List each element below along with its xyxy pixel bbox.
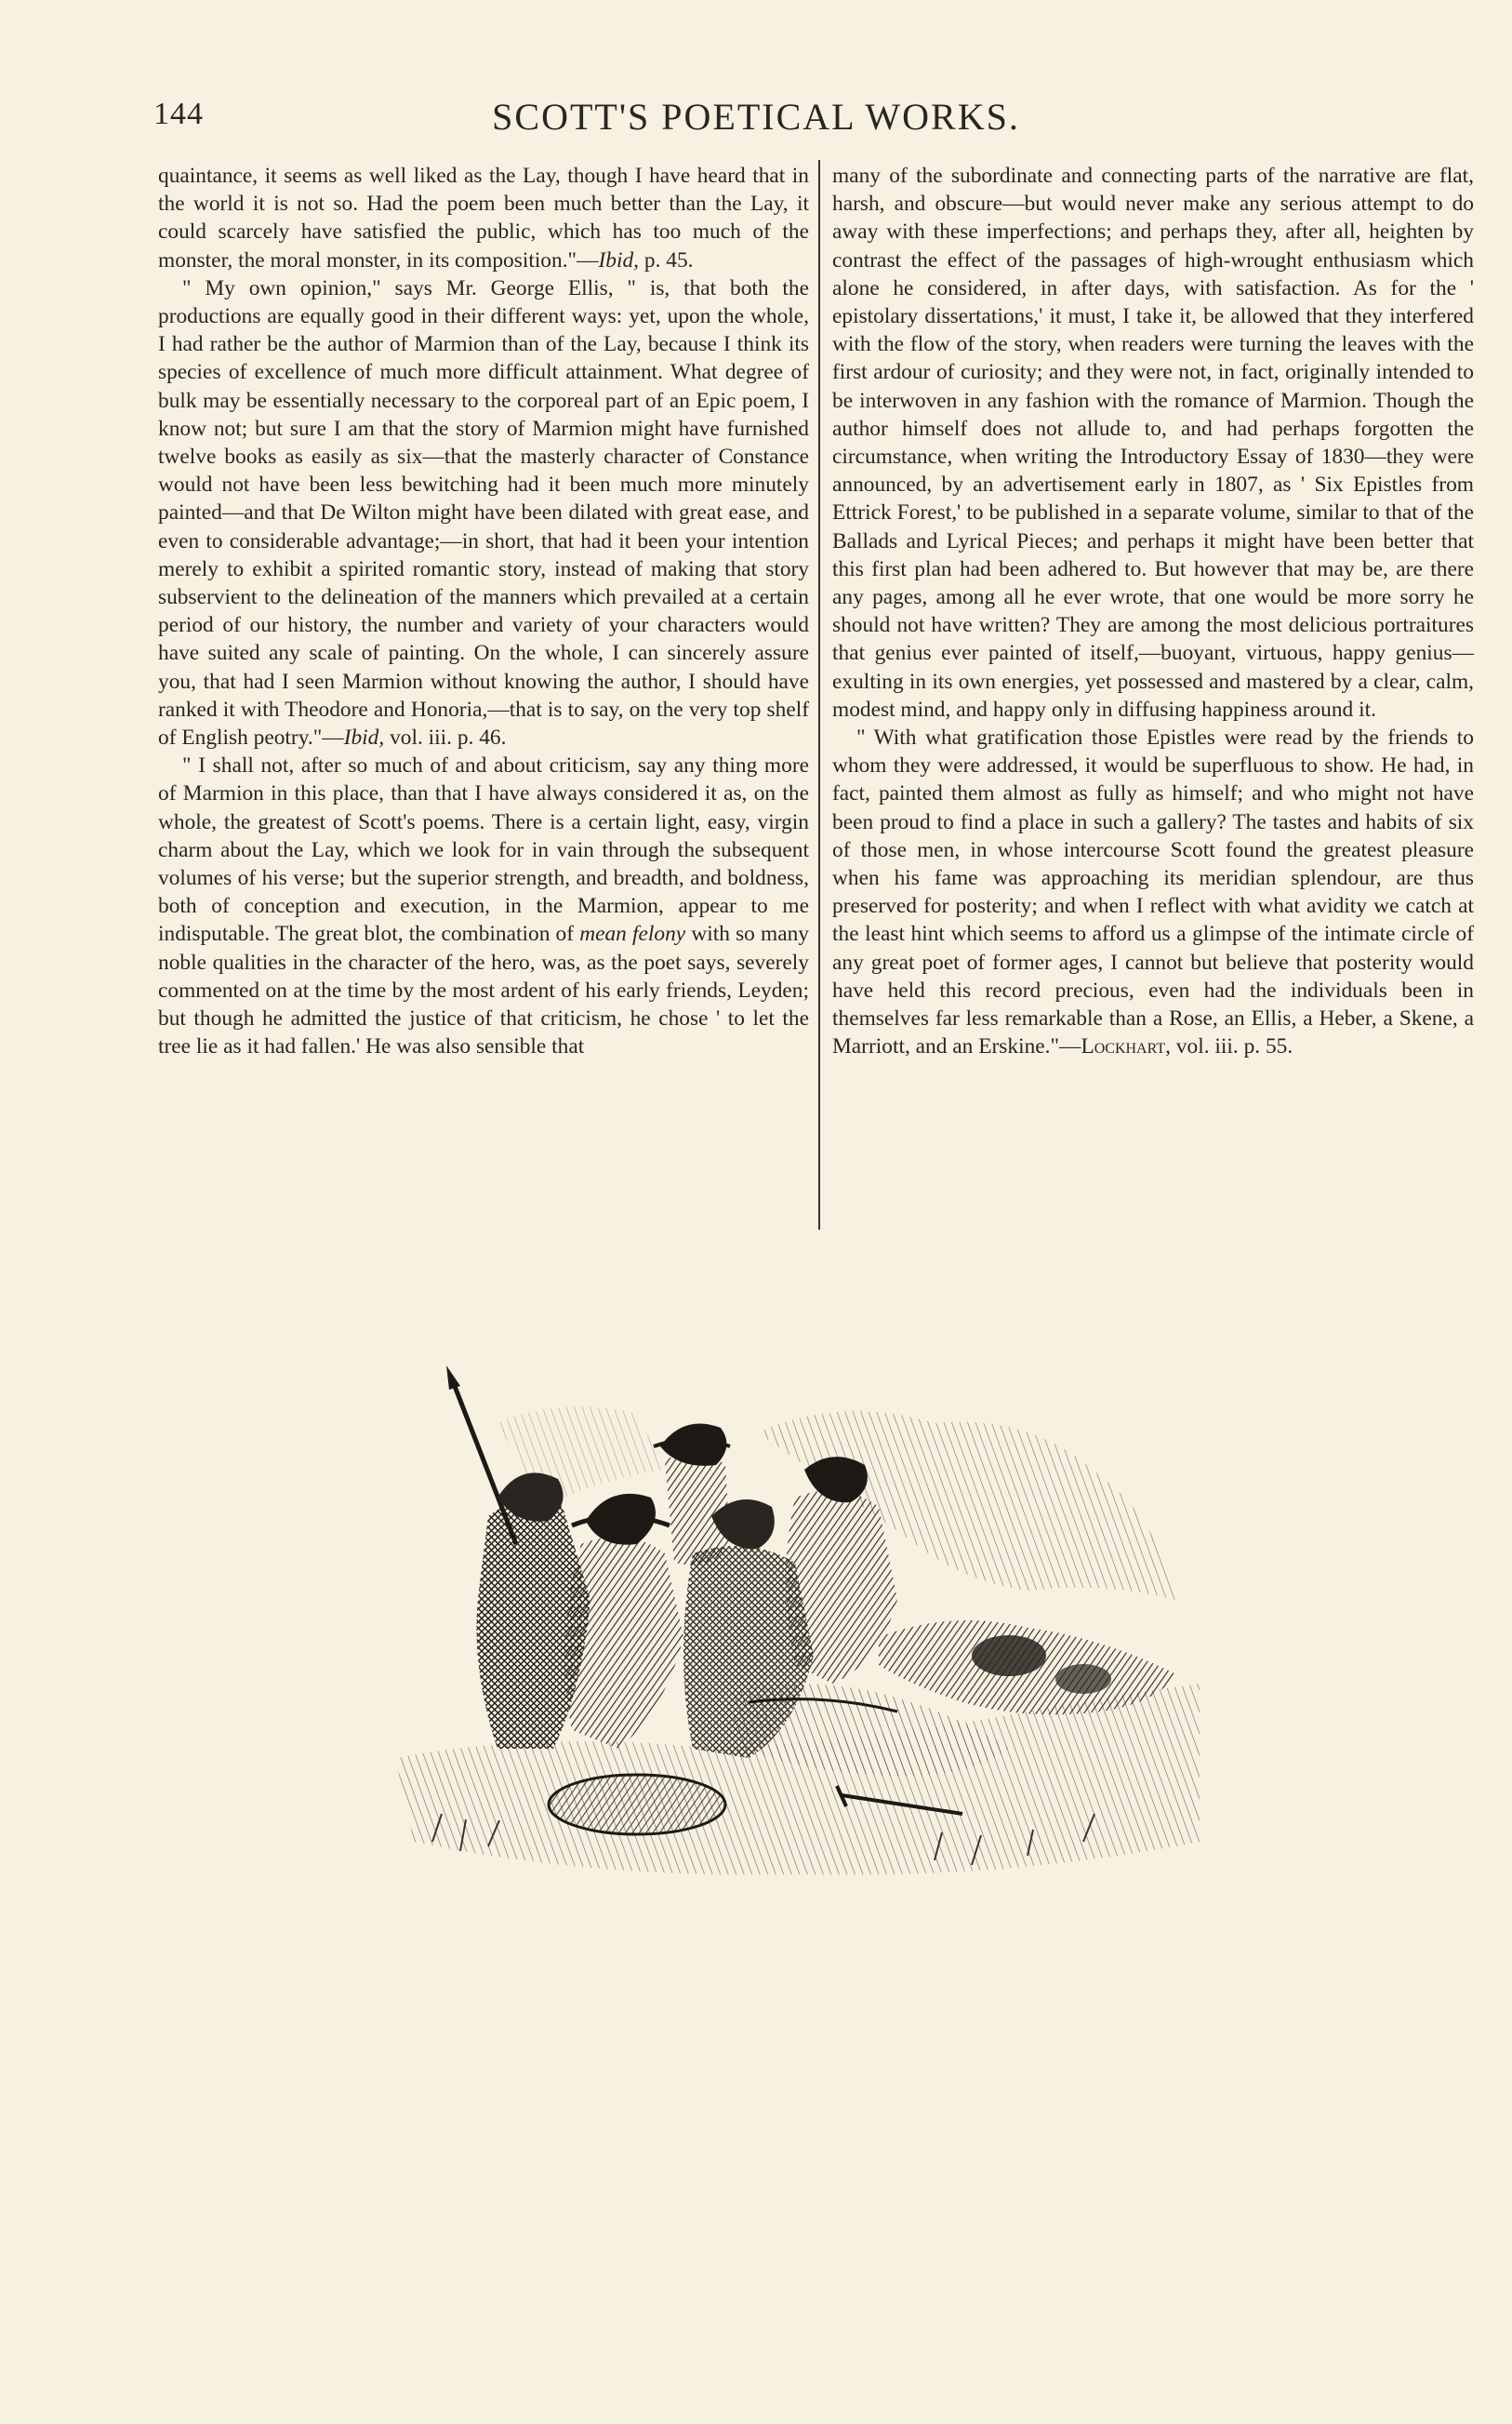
left-column — [158, 162, 809, 1061]
paragraph: " I shall not, after so much of and about criticism, say any thing more of Marmion in this place, than that I have always considered it as, on the whole, the greatest of Scott's poems. There is a certain light, easy, virgin charm about the Lay, which we look for in vain through the subsequent volumes of his verse; but the superior strength, and breadth, and boldness, both of conception and execution, in the Marmion, appear to me indisputable. The great blot, the combination of mean felony with so many noble qualities in the character of the hero, was, as the poet says, severely commented on at the time by the most ardent of his early friends, Leyden; but though he admitted the justice of that criticism, he chose ' to let the tree lie as it had fallen.' He was also sensible that — [158, 753, 809, 1059]
engraving-illustration — [358, 1358, 1200, 1888]
paragraph: quaintance, it seems as well liked as the Lay, though I have heard that in the world it is not so. Had the poem been much better than the Lay, it could scarcely have satisfied the public, which has too much of the monster, the moral monster, in its composition."—Ibid, p. 45. — [158, 164, 809, 273]
page-header — [0, 95, 1512, 151]
paragraph: " My own opinion," says Mr. George Ellis, " is, that both the productions are equally good in their different ways: yet, upon the whole, I had rather be the author of Marmion than of the Lay, because I think its species of excellence of much more difficult attainment. What degree of bulk may be essentially necessary to the corporeal part of an Epic poem, I know not; but sure I am that the story of Marmion might have furnished twelve books as easily as six—that the masterly character of Constance would not have been less bewitching had it been much more minutely painted—and that De Wilton might have been dilated with great ease, and even to considerable advantage;—in short, that had it been your intention merely to exhibit a spirited romantic story, instead of making that story subservient to the delineation of the manners which prevailed at a certain period of our history, the number and variety of your characters would have suited any scale of painting. On the whole, I can sincerely assure you, that had I seen Marmion without knowing the author, I should have ranked it with Theodore and Honoria,—that is to say, on the very top shelf of English peotry."—Ibid, vol. iii. p. 46. — [158, 275, 809, 751]
running-title: SCOTT'S POETICAL WORKS. — [492, 96, 1020, 138]
right-column — [832, 162, 1474, 1061]
column-divider — [818, 160, 820, 1230]
paragraph: many of the subordinate and connecting parts of the narrative are flat, harsh, and obscure—but would never make any serious attempt to do away with these imperfections; and perhaps they, after all, heighten by contrast the effect of the passages of high-wrought enthusiasm which alone he considered, in after days, with satisfaction. As for the ' epistolary dissertations,' it must, I take it, be allowed that they interfered with the flow of the story, when readers were turning the leaves with the first ardour of curiosity; and they were not, in fact, originally intended to be interwoven in any fashion with the romance of Marmion. Though the author himself does not allude to, and had perhaps forgotten the circumstance, when writing the Introductory Essay of 1830—they were announced, by an advertisement early in 1807, as ' Six Epistles from Ettrick Forest,' to be published in a separate volume, similar to that of the Ballads and Lyrical Pieces; and perhaps it might have been better that this first plan had been adhered to. But however that may be, are there any pages, among all he ever wrote, that one would be more sorry he should not have written? They are among the most delicious portraitures that genius ever painted of itself,—buoyant, virtuous, happy genius—exulting in its own energies, yet possessed and mastered by a clear, calm, modest mind, and happy only in diffusing happiness around it. — [832, 164, 1474, 722]
paragraph: " With what gratification those Epistles were read by the friends to whom they were addressed, it would be superfluous to show. He had, in fact, painted them almost as fully as himself; and who might not have been proud to find a place in such a gallery? The tastes and habits of six of those men, in whose intercourse Scott found the greatest pleasure when his fame was approaching its meridian splendour, are thus preserved for posterity; and when I reflect with what avidity we catch at the least hint which seems to afford us a glimpse of the intimate circle of any great poet of former ages, I cannot but believe that posterity would have held this record precious, even had the individuals been in themselves far less remarkable than a Rose, an Ellis, a Heber, a Skene, a Marriott, and an Erskine."—Lockhart, vol. iii. p. 55. — [832, 726, 1474, 1059]
page-number: 144 — [153, 97, 204, 131]
engraving-armored-soldiers-icon — [358, 1358, 1200, 1888]
